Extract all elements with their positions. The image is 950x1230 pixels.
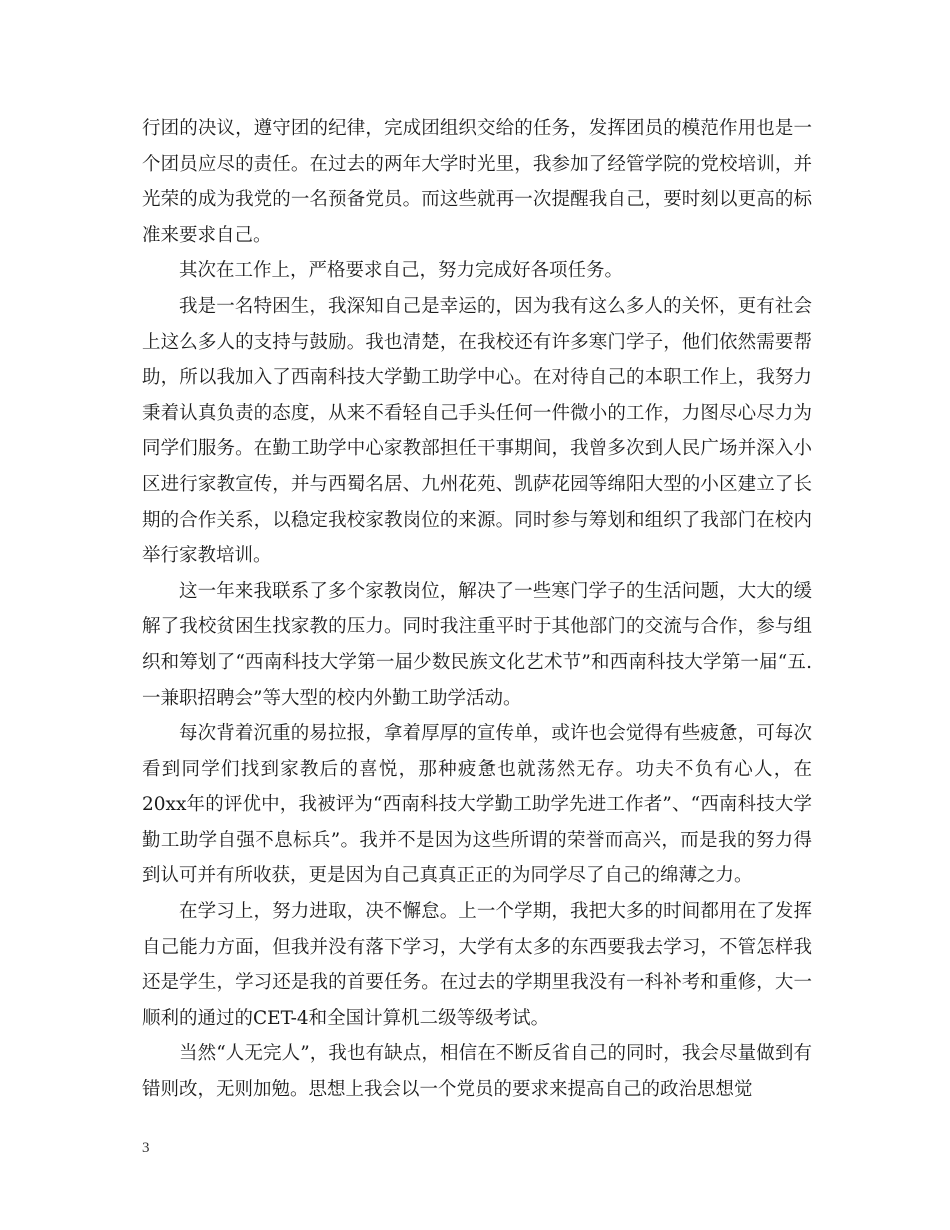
paragraph-6: 在学习上，努力进取，决不懈怠。上一个学期，我把大多的时间都用在了发挥自己能力方面，但我并没有落下学习，大学有太多的东西要我去学习，不管怎样我还是学生，学习还是我的首要任务。在过去的学期里我没有一科补考和重修，大一顺利的通过的CET-4和全国计算机二级等级考试。 <box>142 901 812 1029</box>
paragraph-5: 每次背着沉重的易拉报，拿着厚厚的宣传单，或许也会觉得有些疲惫，可每次看到同学们找到家教后的喜悦，那种疲惫也就荡然无存。功夫不负有心人，在20xx年的评优中，我被评为“西南科技大学勤工助学先进工作者”、“西南科技大学勤工助学自强不息标兵”。我并不是因为这些所谓的荣誉而高兴，而是我的努力得到认可并有所收获，更是因为自己真真正正的为同学尽了自己的绵薄之力。 <box>142 723 812 887</box>
paragraph-1: 行团的决议，遵守团的纪律，完成团组织交给的任务，发挥团员的模范作用也是一个团员应尽的责任。在过去的两年大学时光里，我参加了经管学院的党校培训，并光荣的成为我党的一名预备党员。而这些就再一次提醒我自己，要时刻以更高的标准来要求自己。 <box>142 118 812 246</box>
page-number: 3 <box>142 1140 150 1156</box>
document-body <box>142 111 812 1108</box>
paragraph-3: 我是一名特困生，我深知自己是幸运的，因为我有这么多人的关怀，更有社会上这么多人的支持与鼓励。我也清楚，在我校还有许多寒门学子，他们依然需要帮助，所以我加入了西南科技大学勤工助学中心。在对待自己的本职工作上，我努力秉着认真负责的态度，从来不看轻自己手头任何一件微小的工作，力图尽心尽力为同学们服务。在勤工助学中心家教部担任干事期间，我曾多次到人民广场并深入小区进行家教宣传，并与西蜀名居、九州花苑、凯萨花园等绵阳大型的小区建立了长期的合作关系，以稳定我校家教岗位的来源。同时参与筹划和组织了我部门在校内举行家教培训。 <box>142 295 812 567</box>
paragraph-2: 其次在工作上，严格要求自己，努力完成好各项任务。 <box>179 260 624 282</box>
paragraph-7: 当然“人无完人”，我也有缺点，相信在不断反省自己的同时，我会尽量做到有错则改，无则加勉。思想上我会以一个党员的要求来提高自己的政治思想觉 <box>142 1043 812 1101</box>
paragraph-4: 这一年来我联系了多个家教岗位，解决了一些寒门学子的生活问题，大大的缓解了我校贫困生找家教的压力。同时我注重平时于其他部门的交流与合作，参与组织和筹划了“西南科技大学第一届少数民族文化艺术节”和西南科技大学第一届“五.一兼职招聘会”等大型的校内外勤工助学活动。 <box>142 580 812 709</box>
